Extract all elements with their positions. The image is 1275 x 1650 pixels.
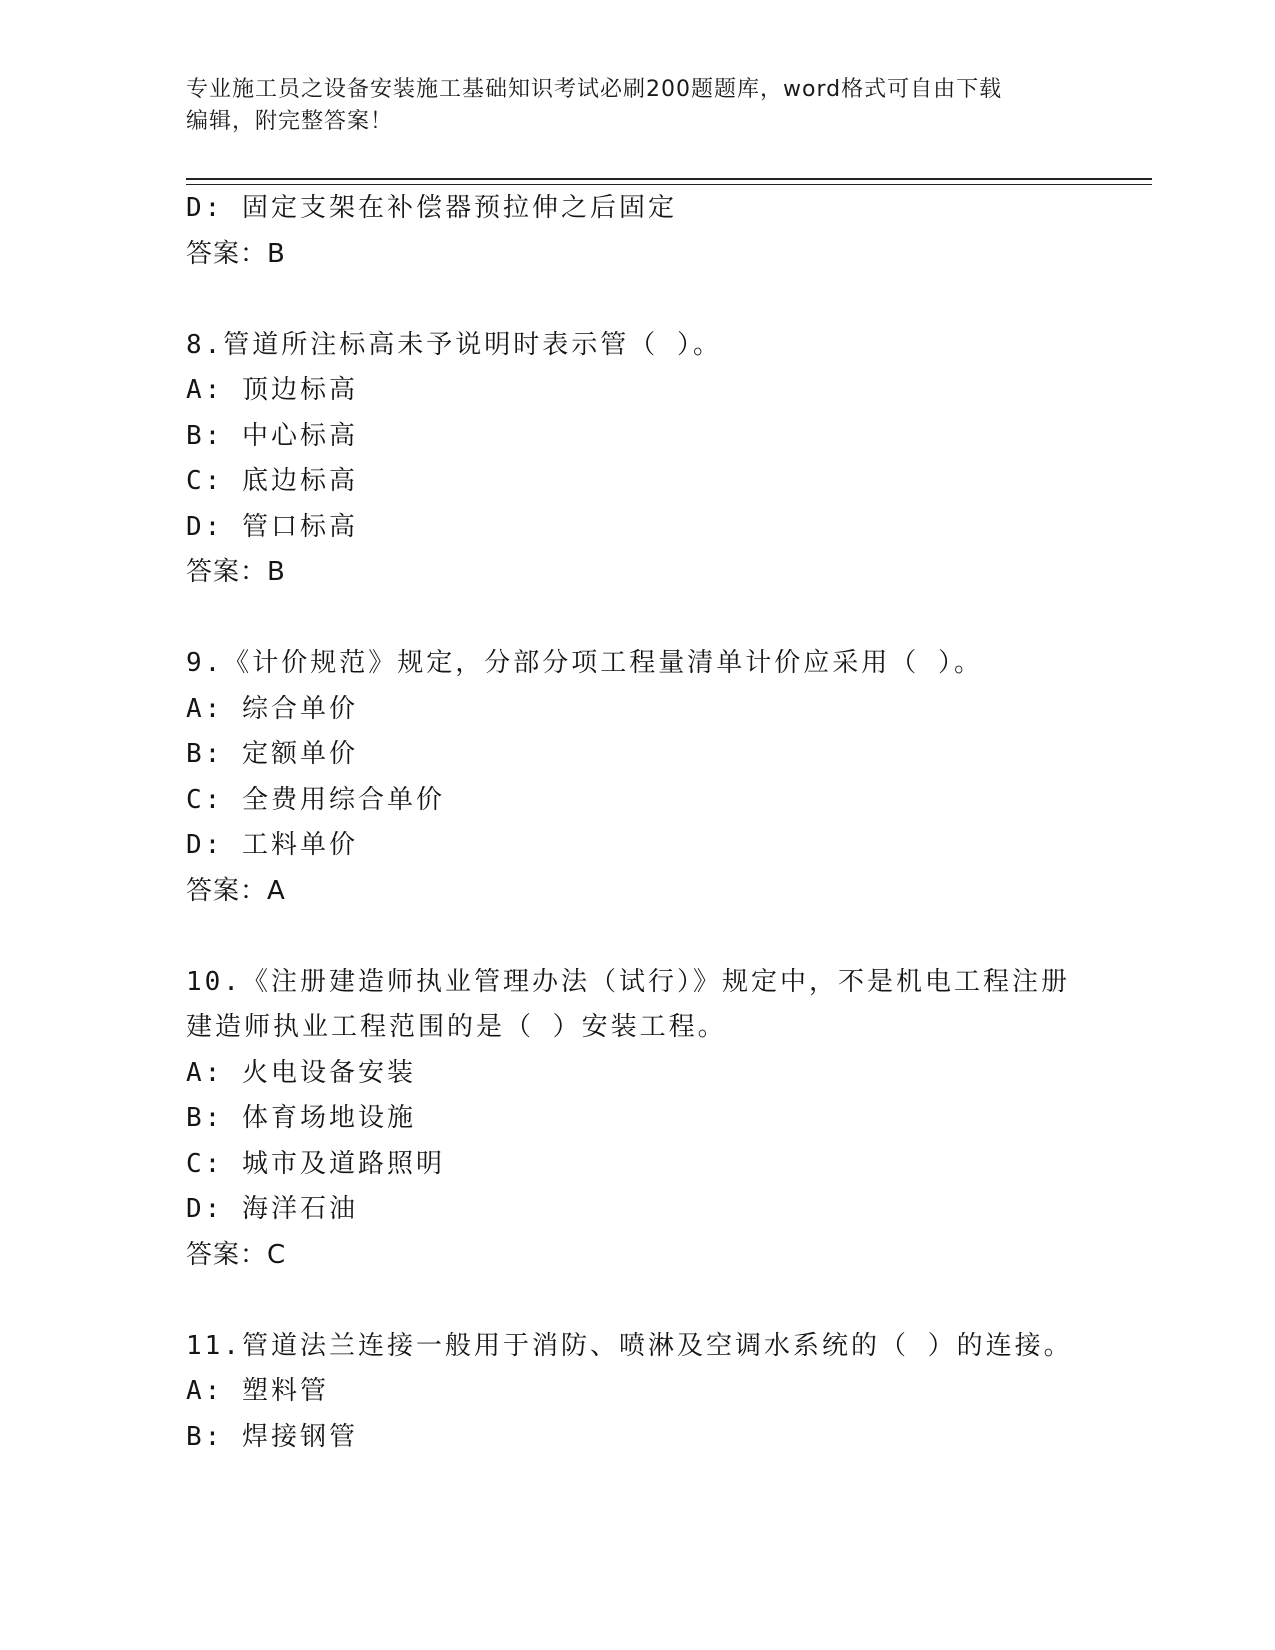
option-b: B: 焊接钢管 [186, 1421, 358, 1452]
question-8 [186, 323, 1086, 596]
spacer [186, 914, 1086, 960]
option-b: B: 中心标高 [186, 420, 358, 451]
option-a: A: 综合单价 [186, 693, 358, 724]
option-c: C: 城市及道路照明 [186, 1148, 445, 1179]
option-a: A: 顶边标高 [186, 375, 358, 405]
option-c: C: 底边标高 [186, 466, 358, 496]
spacer [186, 1278, 1086, 1324]
question-stem: 8.管道所注标高未予说明时表示管（ ）。 [186, 329, 722, 360]
answer-line: 答案：B [186, 238, 286, 269]
option-a: A: 塑料管 [186, 1376, 329, 1406]
header-divider-thin [186, 184, 1152, 185]
question-10 [186, 960, 1086, 1279]
option-d: D: 海洋石油 [186, 1194, 358, 1224]
header-title-line-1: 专业施工员之设备安装施工基础知识考试必刷200题题库，word格式可自由下载 [186, 77, 1003, 102]
question-stem: 9.《计价规范》规定，分部分项工程量清单计价应采用（ ）。 [186, 648, 983, 678]
question-stem-line-1: 10.《注册建造师执业管理办法（试行）》规定中，不是机电工程注册 [186, 966, 1070, 997]
question-stem-line-2: 建造师执业工程范围的是（ ）安装工程。 [186, 1012, 727, 1042]
header-title-line-2: 编辑，附完整答案！ [186, 109, 394, 134]
question-content [186, 186, 1086, 1460]
option-b: B: 体育场地设施 [186, 1103, 416, 1133]
spacer [186, 596, 1086, 642]
option-d: D: 工料单价 [186, 830, 358, 860]
option-d: D: 固定支架在补偿器预拉伸之后固定 [186, 193, 677, 223]
document-header [186, 74, 1066, 138]
spacer [186, 277, 1086, 323]
header-divider-thick [186, 178, 1152, 180]
option-d: D: 管口标高 [186, 511, 358, 542]
answer-line: 答案：B [186, 557, 286, 587]
question-stem: 11.管道法兰连接一般用于消防、喷淋及空调水系统的（ ）的连接。 [186, 1330, 1073, 1361]
answer-line: 答案：C [186, 1239, 287, 1270]
question-9 [186, 641, 1086, 914]
option-b: B: 定额单价 [186, 739, 358, 769]
option-c: C: 全费用综合单价 [186, 784, 445, 815]
question-11 [186, 1324, 1086, 1461]
option-a: A: 火电设备安装 [186, 1057, 416, 1088]
answer-line: 答案：A [186, 875, 286, 906]
